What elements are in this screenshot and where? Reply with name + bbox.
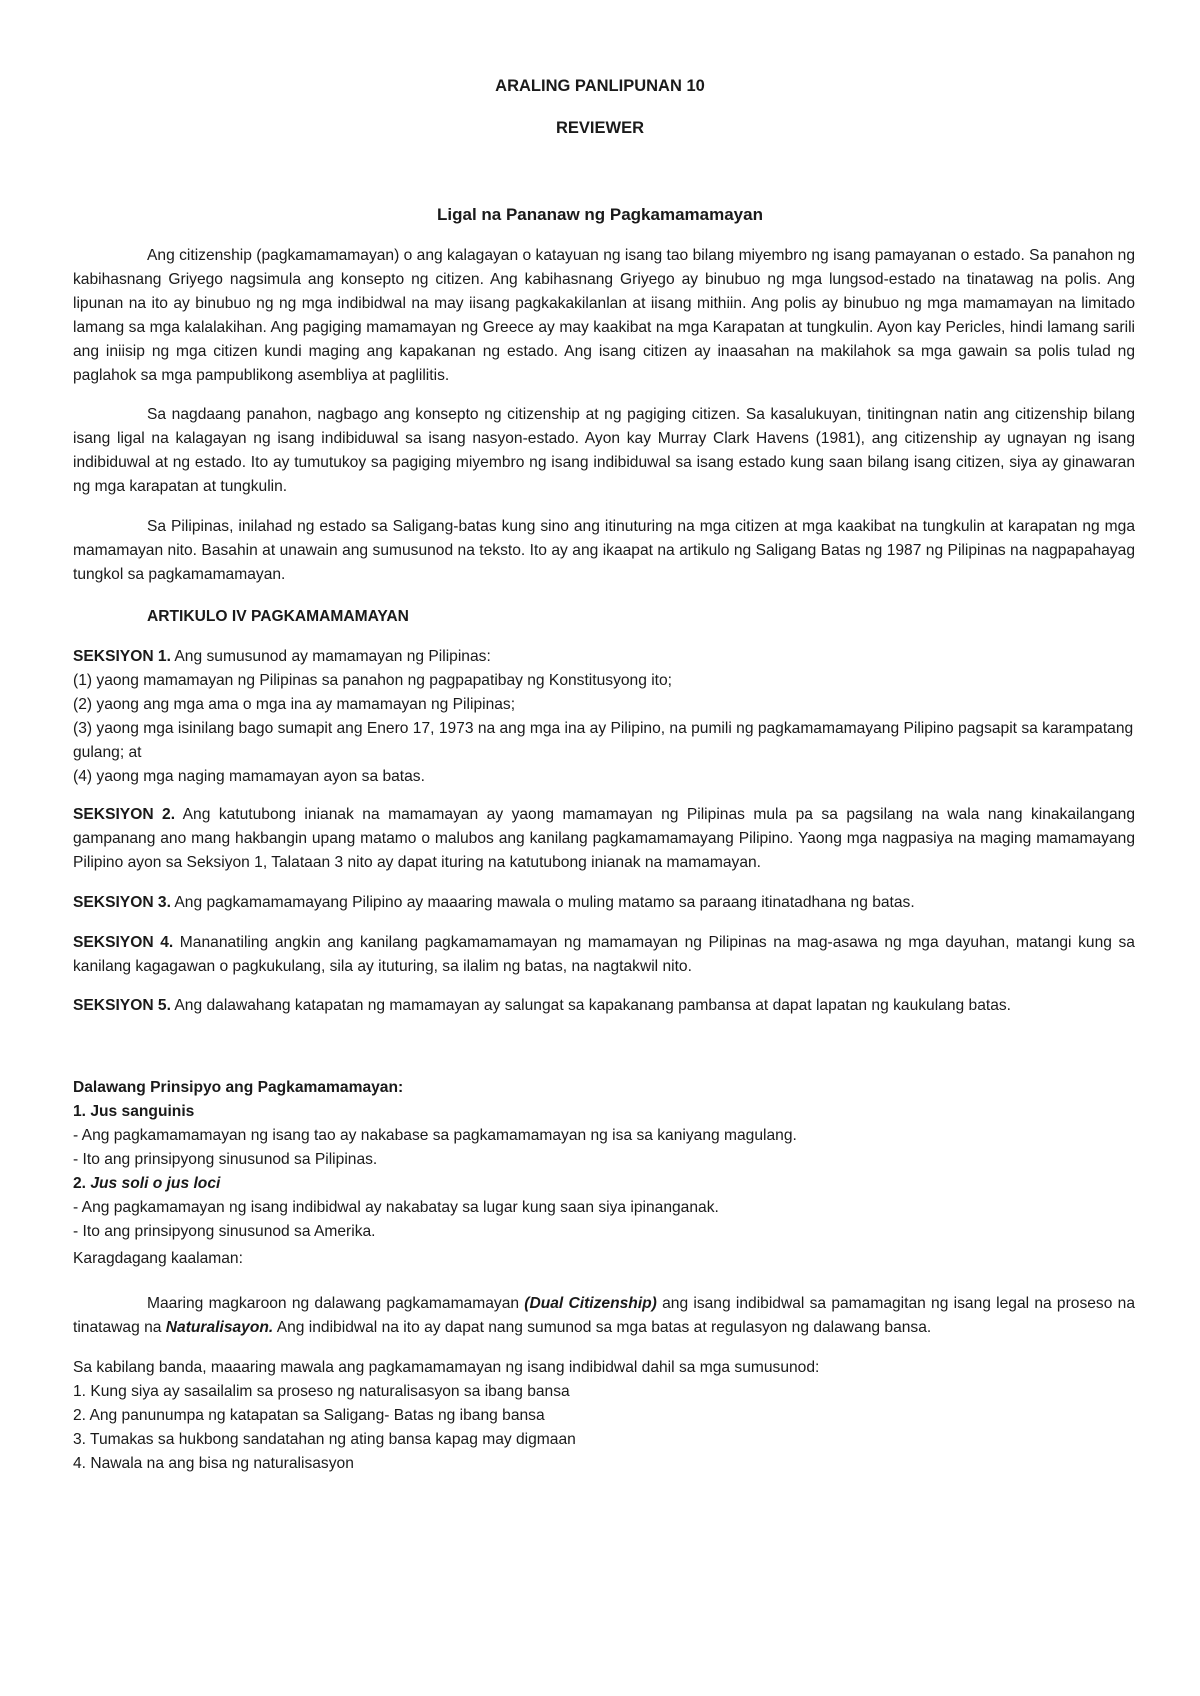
dual-mid: ang isang indibidwal sa pamamagitan ng isang legal na proseso na tinatawag na xyxy=(73,1295,1135,1336)
dual-citizenship-text xyxy=(73,1292,1135,1340)
intro-paragraph-3 xyxy=(73,515,1135,587)
principle-1-line: - Ito ang prinsipyong sinusunod sa Pilipinas. xyxy=(73,1151,378,1168)
section-3-label: SEKSIYON 3. xyxy=(73,894,171,911)
section-5-paragraph xyxy=(73,994,1135,1018)
principle-2-name: Jus soli o jus loci xyxy=(86,1175,221,1192)
principle-1-name: Jus sanguinis xyxy=(86,1103,195,1120)
document-title: ARALING PANLIPUNAN 10 xyxy=(495,77,705,95)
section-1-label: SEKSIYON 1. xyxy=(73,648,171,665)
dual-term: (Dual Citizenship) xyxy=(524,1295,657,1312)
principles-title: Dalawang Prinsipyo ang Pagkamamamayan: xyxy=(73,1079,404,1096)
article-heading-block xyxy=(73,605,1135,629)
section-3-paragraph xyxy=(73,891,1135,915)
section-title: Ligal na Pananaw ng Pagkamamamayan xyxy=(437,205,763,224)
loss-item: 3. Tumakas sa hukbong sandatahan ng ating bansa kapag may digmaan xyxy=(73,1431,576,1448)
section-2-paragraph xyxy=(73,803,1135,875)
paragraph-text: Sa Pilipinas, inilahad ng estado sa Saligang-batas kung sino ang itinuturing na mga citizen at mga kaakibat na tungkulin at karapatan ng mga mamamayan nito. Basahin at unawain ang sumusunod na teksto. Ito ay ang ikaapat na artikulo ng Saligang Batas ng 1987 ng Pilipinas na nagpapahayag tungkol sa pagkamamamayan. xyxy=(73,518,1135,583)
principle-1-number: 1. xyxy=(73,1103,87,1120)
section-1-item: (3) yaong mga isinilang bago sumapit ang Enero 17, 1973 na ang mga ina ay Pilipino, na pumili ng pagkamamamayang Pilipino pagsapit sa karampatang gulang; at xyxy=(73,720,1134,761)
principle-1-heading xyxy=(73,1100,1135,1124)
section-1-item: (2) yaong ang mga ama o mga ina ay mamamayan ng Pilipinas; xyxy=(73,696,516,713)
loss-item: 2. Ang panunumpa ng katapatan sa Saligang- Batas ng ibang bansa xyxy=(73,1407,545,1424)
section-1-heading xyxy=(73,645,1135,669)
paragraph-text: Ang citizenship (pagkamamamayan) o ang kalagayan o katayuan ng isang tao bilang miyembro ng isang pamayanan o estado. Sa panahon ng kabihasnang Griyego nagsimula ang konsepto ng citizen. Ang kabihasnang Griyego ay binubuo ng mga lungsod-estado na tinatawag na polis. Ang lipunan na ito ay binubuo ng ng mga indibidwal na may iisang pagkakakilanlan at iisang mithiin. Ang polis ay binubuo ng mga mamamayan na limitado lamang sa mga kalalakihan. Ang pagiging mamamayan ng Greece ay may kaakibat na mga Karapatan at tungkulin. Ayon kay Pericles, hindi lamang sarili ang iniisip ng mga citizen kundi maging ang kapakanan ng estado. Ang isang citizen ay inaasahan na makilahok sa mga gawain sa polis tulad ng paglahok sa mga pampublikong asembliya at paglilitis. xyxy=(73,247,1135,384)
section-4-label: SEKSIYON 4. xyxy=(73,934,174,951)
paragraph-text: Sa nagdaang panahon, nagbago ang konsepto ng citizenship at ng pagiging citizen. Sa kasalukuyan, tinitingnan natin ang citizenship bilang isang ligal na kalagayan ng isang indibiduwal sa isang nasyon-estado. Ayon kay Murray Clark Havens (1981), ang citizenship ay ugnayan ng isang indibiduwal at ng estado. Ito ay tumutukoy sa pagiging miyembro ng isang indibiduwal sa isang estado kung saan bilang isang citizen, siya ay ginawaran ng mga karapatan at tungkulin. xyxy=(73,406,1135,495)
intro-paragraph-2 xyxy=(73,403,1135,499)
section-1-item: (1) yaong mamamayan ng Pilipinas sa panahon ng pagpapatibay ng Konstitusyong ito; xyxy=(73,672,673,689)
section-1-text: Ang sumusunod ay mamamayan ng Pilipinas: xyxy=(170,648,491,665)
dual-citizenship-paragraph xyxy=(73,1292,1135,1340)
principle-2-line: - Ang pagkamamayan ng isang indibidwal ay nakabatay sa lugar kung saan siya ipinanganak. xyxy=(73,1199,719,1216)
principles-block xyxy=(73,1076,1135,1244)
section-1-item: (4) yaong mga naging mamamayan ayon sa batas. xyxy=(73,768,425,785)
extra-label: Karagdagang kaalaman: xyxy=(73,1250,243,1267)
article-title: ARTIKULO IV PAGKAMAMAMAYAN xyxy=(147,608,409,625)
intro-paragraph-1 xyxy=(73,244,1135,388)
loss-intro: Sa kabilang banda, maaaring mawala ang pagkamamamayan ng isang indibidwal dahil sa mga sumusunod: xyxy=(73,1359,820,1376)
principle-2-line: - Ito ang prinsipyong sinusunod sa Amerika. xyxy=(73,1223,376,1240)
section-4 xyxy=(73,931,1135,979)
section-2-label: SEKSIYON 2. xyxy=(73,806,176,823)
section-5-text: Ang dalawahang katapatan ng mamamayan ay salungat sa kapakanang pambansa at dapat lapatan ng kaukulang batas. xyxy=(170,997,1012,1014)
section-5-label: SEKSIYON 5. xyxy=(73,997,171,1014)
section-4-text: Mananatiling angkin ang kanilang pagkamamamayan ng mamamayan ng Pilipinas na mag-asawa ng mga dayuhan, matangi kung sa kanilang kagagawan o pagkukulang, sila ay ituturing, sa ilalim ng batas, na nagtakwil nito. xyxy=(73,934,1135,975)
principle-1-line: - Ang pagkamamamayan ng isang tao ay nakabase sa pagkamamamayan ng isa sa kaniyang magulang. xyxy=(73,1127,797,1144)
section-3-text: Ang pagkamamamayang Pilipino ay maaaring mawala o muling matamo sa paraang itinatadhana ng batas. xyxy=(170,894,915,911)
loss-item: 1. Kung siya ay sasailalim sa proseso ng naturalisasyon sa ibang bansa xyxy=(73,1383,570,1400)
section-5 xyxy=(73,994,1135,1018)
principle-2-heading xyxy=(73,1172,1135,1196)
section-2-text: Ang katutubong inianak na mamamayan ay yaong mamamayan ng Pilipinas mula pa sa pagsilang na wala nang kinakailangang gampanang ano mang hakbangin upang matamo o malubos ang kanilang pagkamamamayang Pilipino. Yaong mga nagpasiya na maging mamamayang Pilipino ayon sa Seksiyon 1, Talataan 3 nito ay dapat ituring na katutubong inianak na mamamayan. xyxy=(73,806,1135,871)
section-4-paragraph xyxy=(73,931,1135,979)
document-subtitle: REVIEWER xyxy=(555,119,644,137)
loss-block xyxy=(73,1356,1135,1476)
loss-item: 4. Nawala na ang bisa ng naturalisasyon xyxy=(73,1455,354,1472)
dual-pre: Maaring magkaroon ng dalawang pagkamamamayan xyxy=(147,1295,525,1312)
section-3 xyxy=(73,891,1135,915)
section-1 xyxy=(73,645,1135,789)
principle-2-number: 2. xyxy=(73,1175,87,1192)
section-2 xyxy=(73,803,1135,875)
naturalisayon-term: Naturalisayon. xyxy=(165,1319,274,1336)
extra-label-block xyxy=(73,1247,1135,1271)
dual-post: Ang indibidwal na ito ay dapat nang sumunod sa mga batas at regulasyon ng dalawang bansa. xyxy=(273,1319,932,1336)
